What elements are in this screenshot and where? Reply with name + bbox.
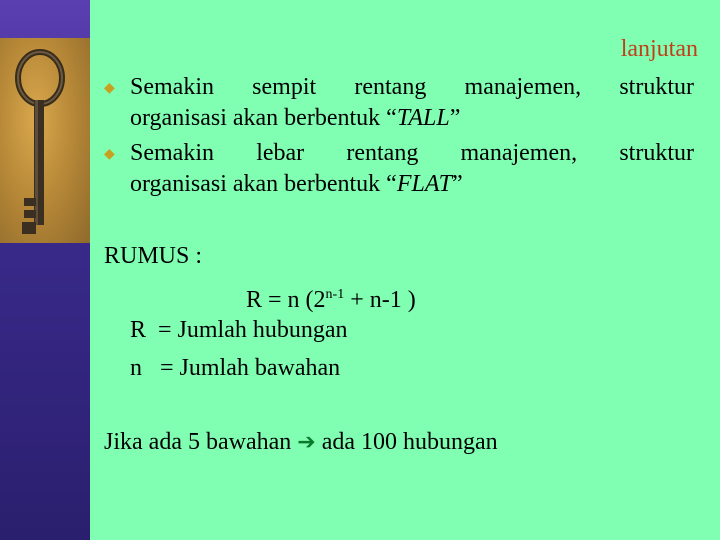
bullet-line-2: organisasi akan berbentuk “FLAT” — [130, 171, 463, 197]
continued-label: lanjutan — [620, 36, 698, 62]
bullet-line-1: Semakin lebar rentang manajemen, struktur — [130, 140, 694, 166]
formula-heading: RUMUS : — [104, 243, 203, 269]
right-arrow-icon: ➔ — [297, 429, 316, 454]
formula-equation: R = n ($2^{n-1} + n-1$ ) — [246, 287, 416, 313]
bullet-line-1: Semakin sempit rentang manajemen, struktur — [130, 74, 694, 100]
diamond-bullet-icon: ◆ — [104, 147, 115, 162]
diamond-bullet-icon: ◆ — [104, 81, 115, 96]
bullet-item — [104, 72, 694, 134]
definition-n: n = Jumlah bawahan — [130, 355, 341, 381]
definition-r: R = Jumlah hubungan — [130, 317, 348, 343]
bullet-line-2: organisasi akan berbentuk “TALL” — [130, 105, 461, 131]
bullet-item — [104, 138, 694, 200]
example-line: Jika ada 5 bawahan ➔ ada 100 hubungan — [104, 429, 498, 455]
